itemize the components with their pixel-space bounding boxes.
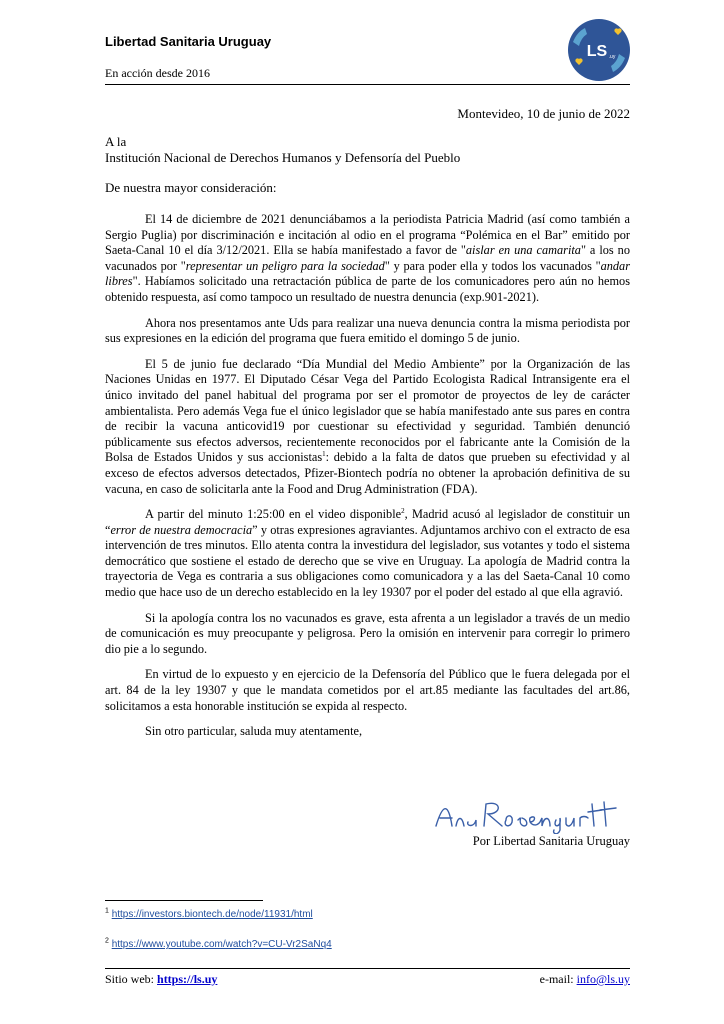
p1-quote-2: representar un peligro para la sociedad — [185, 258, 385, 273]
p1-text-c: " y para poder ella y todos los vacunados " — [384, 258, 601, 273]
letter-body — [105, 212, 630, 740]
signature-stroke — [436, 802, 616, 834]
closing-line: Sin otro particular, saluda muy atentamente, — [145, 724, 363, 739]
email-label: e-mail: — [539, 972, 577, 986]
footnote-2-number: 2 — [105, 937, 109, 945]
signer-line: Por Libertad Sanitaria Uruguay — [472, 834, 630, 848]
footer-divider — [105, 968, 630, 969]
p1-text-b: " a los no vacunados por " — [105, 243, 630, 273]
p1-quote-1: aislar en una camarita — [465, 243, 581, 258]
paragraph-4 — [105, 507, 630, 601]
footnote-ref-2: 2 — [401, 507, 405, 515]
footnote-1-number: 1 — [105, 907, 109, 915]
p1-text-d: ". Habíamos solicitado una retractación pública de parte de los comunicadores pero aún no hemos obtenido respuesta, así como tampoco un resultado de nuestra denuncia (exp.901-2021). — [105, 274, 630, 304]
footnote-2 — [105, 939, 332, 950]
logo-text: LS — [586, 43, 608, 60]
letter-date: Montevideo, 10 de junio de 2022 — [457, 106, 630, 121]
footnote-1 — [105, 909, 313, 920]
p4-text-a: A partir del minuto 1:25:00 en el video disponible — [145, 507, 402, 522]
paragraph-5: Si la apología contra los no vacunados es grave, esta afrenta a un legislador a través de un medio de comunicación es muy preocupante y peligrosa. Pero la omisión en intervenir para corregir lo primero dio pie a lo segundo. — [105, 610, 630, 656]
p4-text-c: ” y otras expresiones agraviantes. Adjuntamos archivo con el extracto de esa intervención de tres minutos. Ello atenta contra la investidura del legislador, sus votantes y todo el sistema democrático que sostiene el estado de derecho que se vive en Uruguay. La apología de Madrid contra la trayectoria de Vega es contraria a sus obligaciones como comunicadora y a las del Saeta-Canal 10 como medio que hace uso de un derecho establecido en la ley 19307 por el poder del estado al que ella agravió. — [105, 522, 630, 600]
footer-email — [540, 972, 630, 987]
recipient-block — [105, 134, 460, 166]
p1-text-a: El 14 de diciembre de 2021 denunciábamos a la periodista Patricia Madrid (así como también a Sergio Puglia) por discriminación e incitación al odio en el programa “Polémica en el Bar” emitido por Saeta-Canal 10 el día 3/12/2021. Ella se había manifestado a favor de " — [105, 212, 630, 258]
handwritten-signature — [432, 796, 632, 834]
recipient-line-1: A la — [105, 134, 127, 149]
footnote-1-link[interactable]: https://investors.biontech.de/node/11931/html — [111, 909, 313, 920]
organization-logo — [567, 18, 631, 82]
paragraph-2: Ahora nos presentamos ante Uds para realizar una nueva denuncia contra la misma periodista por sus expresiones en la edición del programa que fuera emitido el domingo 5 de junio. — [105, 315, 630, 346]
footnote-divider — [105, 900, 263, 901]
email-link[interactable]: info@ls.uy — [576, 972, 630, 986]
p4-quote-1: error de nuestra democracia — [110, 522, 253, 537]
organization-name: Libertad Sanitaria Uruguay — [105, 34, 272, 49]
website-link[interactable]: https://ls.uy — [157, 972, 218, 986]
p3-text-a: El 5 de junio fue declarado “Día Mundial del Medio Ambiente” por la Organización de las Naciones Unidas en 1977. El Diputado César Vega del Partido Ecologista Radical Intransigente era el único invitado del panel habitual del programa por ser el promotor de proyectos de ley de carácter ambientalista. Pero además Vega fue el único legislador que se había manifestado ante sus pares en contra de recibir la vacuna anticovid19 por cuestionar su efectividad y seguridad. También denunció públicamente sus efectos adversos, recientemente reconocidos por el fabricante ante la Comisión de la Bolsa de Estados Unidos y sus accionistas — [105, 356, 630, 465]
footnote-ref-1: 1 — [322, 450, 326, 459]
greeting: De nuestra mayor consideración: — [105, 180, 277, 195]
p1-quote-3: andar libres — [105, 258, 630, 289]
p3-text-b: : debido a la falta de datos que prueben su efectividad y al exceso de efectos adversos detectados, Pfizer-Biontech podría no obtener la aprobación definitiva de su vacuna, en caso de solicitarla ante la Food and Drug Administration (FDA). — [105, 450, 630, 496]
paragraph-3 — [105, 357, 630, 497]
logo-suffix: .uy — [608, 54, 616, 60]
paragraph-6: En virtud de lo expuesto y en ejercicio de la Defensoría del Público que le fuera delegada por el art. 84 de la ley 19307 y que le mandata cometidos por el art.85 mediante las facultades del art.86, solicitamos a esta honorable institución se expida al respecto. — [105, 667, 630, 713]
recipient-line-2: Institución Nacional de Derechos Humanos y Defensoría del Pueblo — [105, 150, 461, 165]
footnote-2-link[interactable]: https://www.youtube.com/watch?v=CU-Vr2SaNq4 — [111, 939, 332, 950]
tagline: En acción desde 2016 — [105, 66, 210, 80]
footer-website — [105, 972, 217, 987]
website-label: Sitio web: — [105, 972, 158, 986]
p4-text-b: , Madrid acusó al legislador de constituir un “ — [105, 507, 630, 537]
paragraph-1 — [105, 212, 630, 306]
header-divider — [105, 84, 630, 85]
